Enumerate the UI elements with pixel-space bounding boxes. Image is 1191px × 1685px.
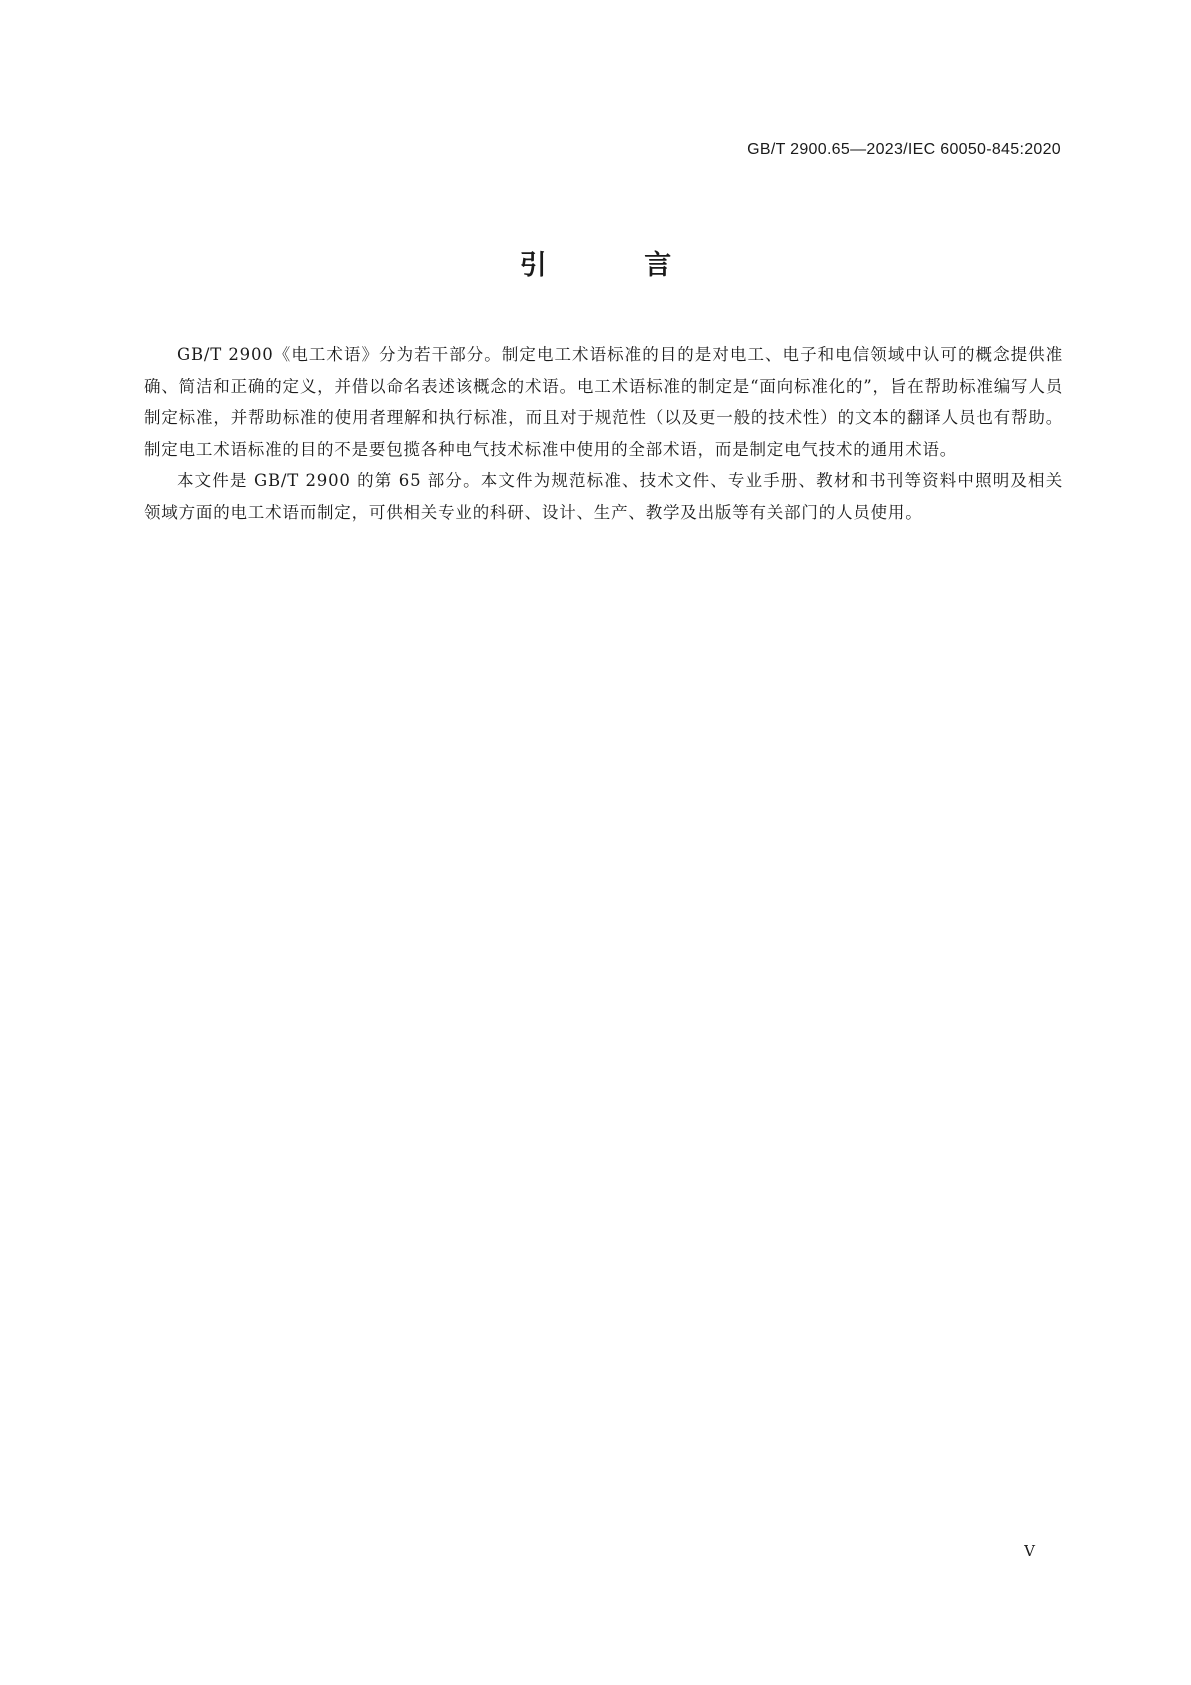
page-number: V — [1024, 1542, 1035, 1560]
paragraph-1: GB/T 2900《电工术语》分为若干部分。制定电工术语标准的目的是对电工、电子和电信领域中认可的概念提供准确、简洁和正确的定义，并借以命名表述该概念的术语。电工术语标准的制定是“面向标准化的”，旨在帮助标准编写人员制定标准，并帮助标准的使用者理解和执行标准，而且对于规范性（以及更一般的技术性）的文本的翻译人员也有帮助。制定电工术语标准的目的不是要包揽各种电气技术标准中使用的全部术语，而是制定电气技术的通用术语。 — [144, 345, 1063, 459]
standard-code-header: GB/T 2900.65—2023/IEC 60050-845:2020 — [747, 141, 1061, 158]
page-title: 引 言 — [519, 250, 716, 281]
introduction-body — [144, 339, 1063, 528]
paragraph-2: 本文件是 GB/T 2900 的第 65 部分。本文件为规范标准、技术文件、专业手册、教材和书刊等资料中照明及相关领域方面的电工术语而制定，可供相关专业的科研、设计、生产、教学及出版等有关部门的人员使用。 — [144, 471, 1063, 522]
